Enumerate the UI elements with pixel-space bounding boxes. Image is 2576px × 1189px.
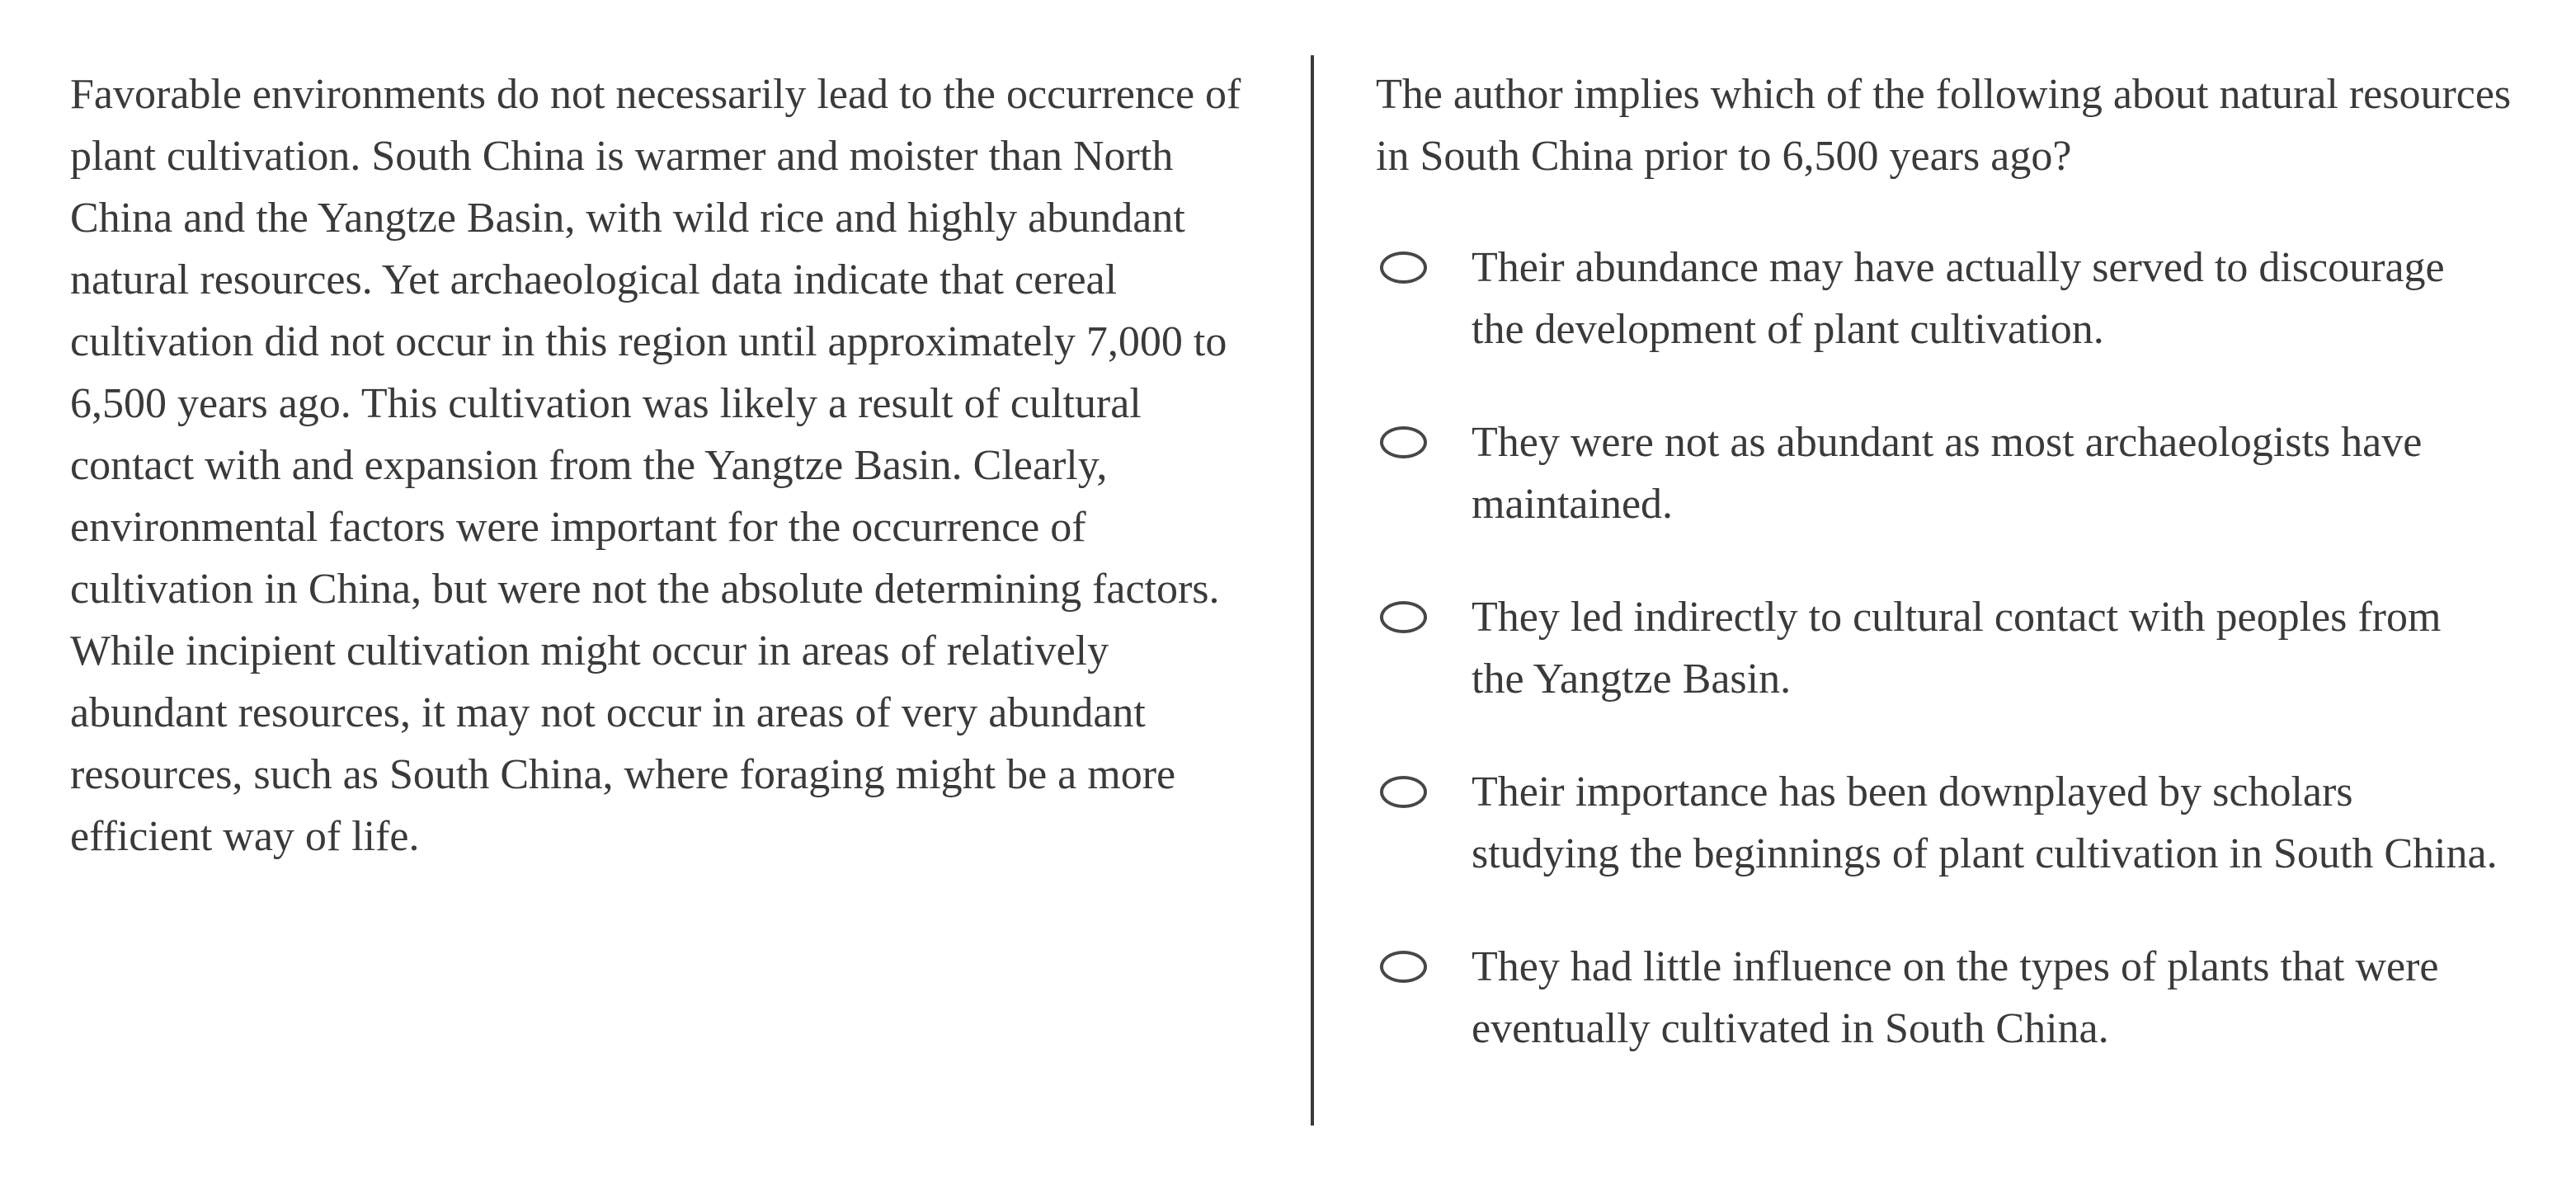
question-column xyxy=(1376,63,2524,1060)
option-e-text: They had little influence on the types of plants that were eventually cultivated in South China. xyxy=(1472,943,2439,1052)
option-a-text: Their abundance may have actually served to discourage the development of plant cultivation. xyxy=(1472,244,2445,353)
option-b-text: They were not as abundant as most archaeologists have maintained. xyxy=(1472,419,2423,528)
option-d-radio[interactable] xyxy=(1380,776,1427,808)
option-c-text: They led indirectly to cultural contact with peoples from the Yangtze Basin. xyxy=(1472,594,2442,703)
passage-column xyxy=(70,63,1254,867)
option-a-radio[interactable] xyxy=(1380,251,1427,284)
option-d-row[interactable] xyxy=(1376,761,2524,885)
answer-options xyxy=(1376,237,2524,1060)
option-e-row[interactable] xyxy=(1376,936,2524,1060)
question-text: The author implies which of the following about natural resources in South China prior to 6,500 years ago? xyxy=(1376,71,2512,180)
passage-text: Favorable environments do not necessarily lead to the occurrence of plant cultivation. South China is warmer and moister than North China and the Yangtze Basin, with wild rice and highly abundant natural resources. Yet archaeological data indicate that cereal cultivation did not occur in this region until approximately 7,000 to 6,500 years ago. This cultivation was likely a result of cultural contact with and expansion from the Yangtze Basin. Clearly, environmental factors were important for the occurrence of cultivation in China, but were not the absolute determining factors. While incipient cultivation might occur in areas of relatively abundant resources, it may not occur in areas of very abundant resources, such as South China, where foraging might be a more efficient way of life. xyxy=(70,71,1241,860)
option-a-row[interactable] xyxy=(1376,237,2524,360)
option-c-radio[interactable] xyxy=(1380,601,1427,633)
option-d-text: Their importance has been downplayed by scholars studying the beginnings of plant cultivation in South China. xyxy=(1472,768,2498,877)
option-e-radio[interactable] xyxy=(1380,951,1427,983)
column-divider xyxy=(1311,55,1314,1126)
option-b-radio[interactable] xyxy=(1380,426,1427,458)
option-c-row[interactable] xyxy=(1376,586,2524,710)
option-b-row[interactable] xyxy=(1376,411,2524,535)
